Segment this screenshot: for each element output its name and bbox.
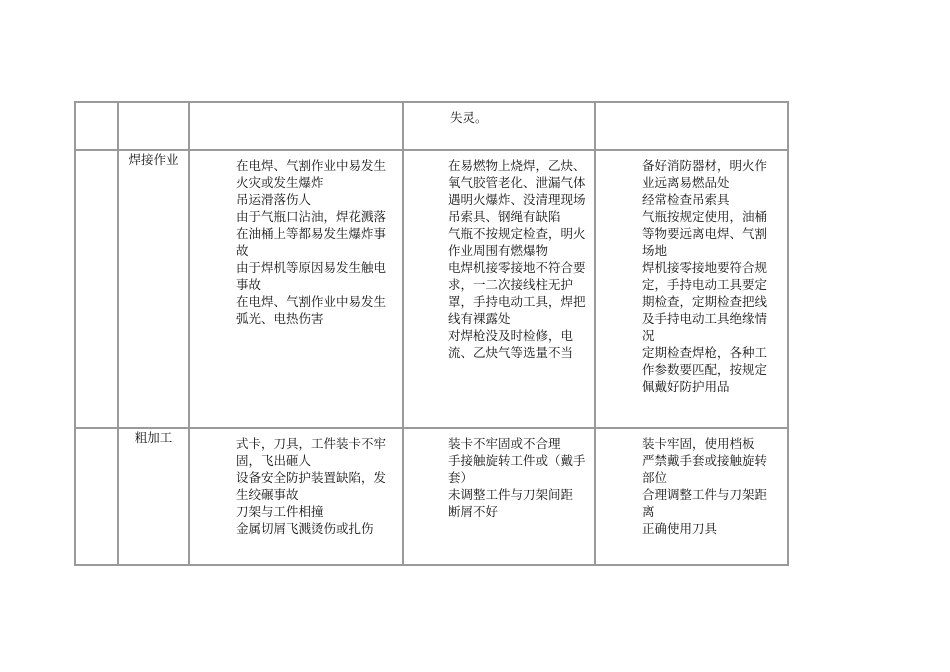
measure-cell: [595, 428, 788, 565]
measure-text: 装卡牢固，使用档板: [642, 436, 755, 451]
hazard-text: 吊运滑落伤人: [236, 192, 312, 207]
cause-text: 对焊枪没及时检修，电流、乙炔气等选量不当: [448, 328, 574, 360]
hazard-cell: [189, 102, 403, 150]
cause-text: 在易燃物上烧焊，乙炔、氧气胶管老化、泄漏气体遇明火爆炸、没清理现场: [448, 158, 586, 207]
hazard-cell: [189, 428, 403, 565]
cause-cell: [403, 428, 595, 565]
table-row: [75, 150, 788, 428]
cause-text: 失灵。: [450, 110, 488, 125]
cause-text: 装卡不牢固或不合理: [448, 436, 561, 451]
index-cell: [75, 102, 118, 150]
hazard-text: 金属切屑飞溅烫伤或扎伤: [236, 521, 374, 536]
measure-text: 气瓶按规定使用，油桶等物要远离电焊、气割场地: [642, 209, 768, 258]
cause-text: 断屑不好: [448, 504, 499, 519]
cause-cell: [403, 102, 595, 150]
name-cell: [118, 102, 189, 150]
measure-text: 定期检查焊枪，各种工作参数要匹配，按规定佩戴好防护用品: [642, 345, 768, 394]
index-cell: [75, 428, 118, 565]
hazard-text: 刀架与工件相撞: [236, 504, 324, 519]
measure-text: 备好消防器材，明火作业远离易燃品处: [642, 158, 768, 190]
hazard-cell: [189, 150, 403, 428]
measure-text: 正确使用刀具: [642, 521, 718, 536]
cause-text: 未调整工件与刀架间距: [448, 487, 574, 502]
cause-text: 手接触旋转工件或（戴手套）: [448, 453, 586, 485]
table-row: [75, 428, 788, 565]
table-row: [75, 102, 788, 150]
hazard-text: 由于气瓶口沾油，焊花溅落在油桶上等都易发生爆炸事故: [236, 209, 387, 258]
hazard-text: 在电焊、气割作业中易发生火灾或发生爆炸: [236, 158, 387, 190]
measure-text: 严禁戴手套或接触旋转部位: [642, 453, 768, 485]
cause-text: 吊索具、钢绳有缺陷: [448, 209, 561, 224]
measure-text: 合理调整工件与刀架距离: [642, 487, 768, 519]
hazard-text: 式卡，刀具，工件装卡不牢固，飞出砸人: [236, 436, 387, 468]
risk-table: [74, 101, 789, 566]
cause-cell: [403, 150, 595, 428]
operation-name: 焊接作业: [118, 150, 189, 428]
index-cell: [75, 150, 118, 428]
operation-name: 粗加工: [118, 428, 189, 565]
cause-text: 电焊机接零接地不符合要求，一二次接线柱无护罩，手持电动工具，焊把线有裸露处: [448, 260, 586, 326]
measure-cell: [595, 102, 788, 150]
measure-text: 焊机接零接地要符合规定，手持电动工具要定期检查，定期检查把线及手持电动工具绝缘情况: [642, 260, 768, 343]
measure-text: 经常检查吊索具: [642, 192, 730, 207]
measure-cell: [595, 150, 788, 428]
hazard-text: 设备安全防护装置缺陷，发生绞碾事故: [236, 470, 387, 502]
hazard-text: 在电焊、气割作业中易发生弧光、电热伤害: [236, 294, 387, 326]
hazard-text: 由于焊机等原因易发生触电事故: [236, 260, 387, 292]
cause-text: 气瓶不按规定检查，明火作业周围有燃爆物: [448, 226, 586, 258]
